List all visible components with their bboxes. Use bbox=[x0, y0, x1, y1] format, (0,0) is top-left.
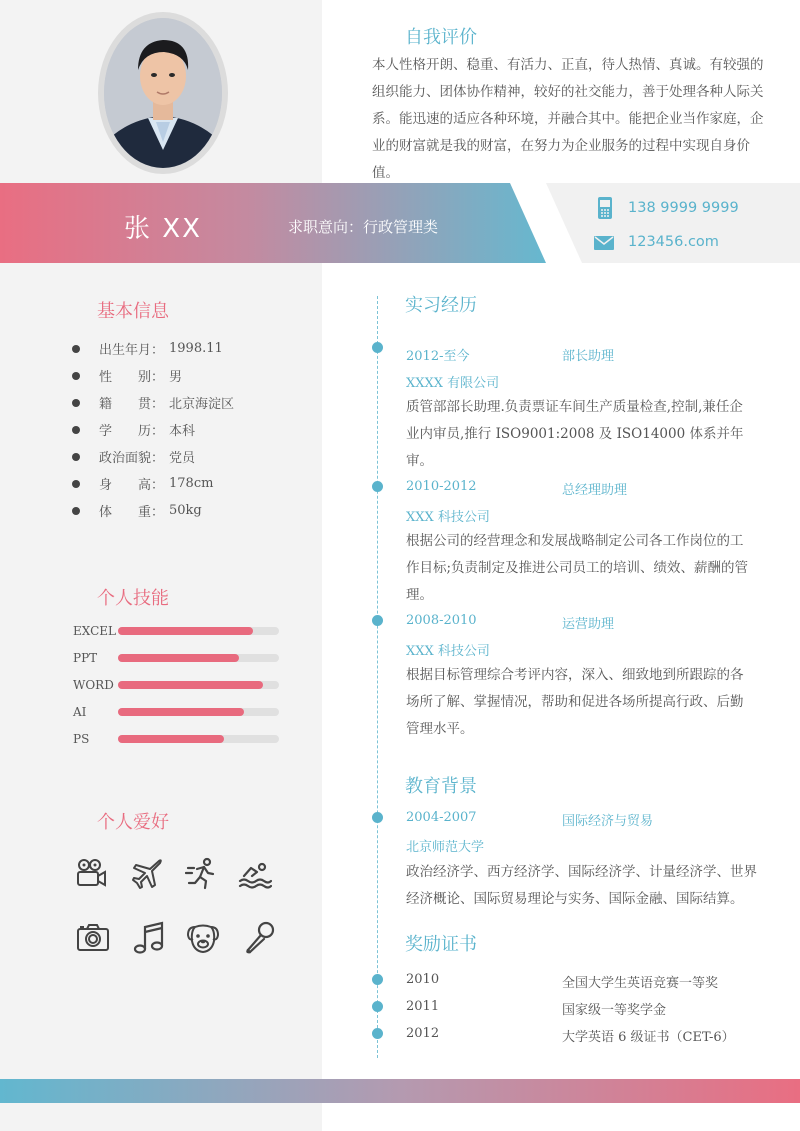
award-year: 2012 bbox=[406, 1026, 440, 1041]
swimming-icon bbox=[238, 857, 272, 891]
skill-bar-track bbox=[118, 627, 279, 635]
info-row bbox=[72, 501, 202, 520]
skill-name: PS bbox=[73, 732, 90, 746]
hobbies-title: 个人爱好 bbox=[97, 812, 169, 833]
camera-icon bbox=[76, 921, 110, 955]
award-name: 全国大学生英语竞赛一等奖 bbox=[562, 976, 719, 991]
music-note-icon bbox=[132, 921, 166, 955]
timeline-dot bbox=[372, 1001, 383, 1012]
internship-period: 2010-2012 bbox=[406, 479, 477, 494]
skill-bar-fill bbox=[118, 681, 263, 689]
timeline-line bbox=[377, 296, 378, 1058]
info-value: 178cm bbox=[169, 476, 214, 491]
info-value: 党员 bbox=[169, 451, 196, 466]
skill-name: AI bbox=[73, 705, 87, 719]
email-address: 123456.com bbox=[628, 234, 719, 250]
bullet-dot bbox=[72, 480, 80, 488]
skill-row bbox=[73, 624, 279, 638]
info-value: 男 bbox=[169, 370, 183, 385]
job-intent: 求职意向：行政管理类 bbox=[288, 218, 439, 236]
info-row bbox=[72, 366, 182, 385]
bullet-dot bbox=[72, 453, 80, 461]
skill-bar-fill bbox=[118, 735, 224, 743]
info-label: 体 重： bbox=[99, 505, 165, 520]
info-value: 1998.11 bbox=[169, 341, 223, 356]
education-period: 2004-2007 bbox=[406, 810, 477, 825]
info-row bbox=[72, 393, 234, 412]
bullet-dot bbox=[72, 345, 80, 353]
timeline-dot bbox=[372, 1028, 383, 1039]
timeline-dot bbox=[372, 481, 383, 492]
bullet-dot bbox=[72, 426, 80, 434]
skill-name: PPT bbox=[73, 651, 98, 665]
info-row bbox=[72, 447, 195, 466]
self-evaluation-text: 本人性格开朗、稳重、有活力、正直，待人热情、真诚。有较强的组织能力、团体协作精神，较好的社交能力，善于处理各种人际关系。能迅速的适应各种环境，并融合其中。能把企业当作家庭，企业的财富就是我的财富，在努力为企业服务的过程中实现自身价值。 bbox=[372, 57, 764, 181]
info-label: 性 别： bbox=[99, 370, 165, 385]
education-desc: 政治经济学、西方经济学、国际经济学、计量经济学、世界经济概论、国际贸易理论与实务、国际金融、国际结算。 bbox=[406, 864, 757, 907]
award-year: 2010 bbox=[406, 972, 440, 987]
skill-bar-track bbox=[118, 654, 279, 662]
timeline-dot bbox=[372, 342, 383, 353]
skill-name: WORD bbox=[73, 678, 114, 692]
skill-row bbox=[73, 651, 279, 665]
internship-desc: 根据目标管理综合考评内容，深入、细致地到所跟踪的各场所了解、掌握情况，帮助和促进各场所提高行政、后勤管理水平。 bbox=[406, 667, 744, 737]
contact-box bbox=[546, 183, 800, 263]
timeline-dot bbox=[372, 812, 383, 823]
info-label: 政治面貌： bbox=[99, 451, 165, 466]
info-value: 北京海淀区 bbox=[169, 397, 235, 412]
info-row bbox=[72, 339, 223, 358]
info-label: 学 历： bbox=[99, 424, 165, 439]
candidate-name: 张 XX bbox=[124, 214, 202, 244]
internship-company: XXXX 有限公司 bbox=[406, 376, 500, 391]
dog-icon bbox=[186, 921, 220, 955]
skill-bar-fill bbox=[118, 708, 244, 716]
award-name: 国家级一等奖学金 bbox=[562, 1003, 667, 1018]
info-value: 本科 bbox=[169, 424, 196, 439]
skill-name: EXCEL bbox=[73, 624, 117, 638]
airplane-icon bbox=[130, 857, 164, 891]
skill-bar-track bbox=[118, 735, 279, 743]
education-major: 国际经济与贸易 bbox=[562, 814, 654, 829]
running-icon bbox=[185, 857, 219, 891]
name-banner bbox=[0, 183, 546, 263]
internship-role: 总经理助理 bbox=[562, 483, 628, 498]
award-year: 2011 bbox=[406, 999, 440, 1014]
internship-period: 2012-至今 bbox=[406, 349, 470, 364]
internship-role: 部长助理 bbox=[562, 349, 615, 364]
basic-info-title: 基本信息 bbox=[97, 301, 169, 322]
self-evaluation-title: 自我评价 bbox=[405, 27, 477, 48]
skill-row bbox=[73, 732, 279, 746]
info-label: 籍 贯： bbox=[99, 397, 165, 412]
internship-company: XXX 科技公司 bbox=[406, 510, 490, 525]
skill-bar-fill bbox=[118, 654, 239, 662]
skill-row bbox=[73, 678, 279, 692]
internship-desc: 根据公司的经营理念和发展战略制定公司各工作岗位的工作目标;负责制定及推进公司员工的培训、绩效、薪酬的管理。 bbox=[406, 533, 749, 603]
internship-company: XXX 科技公司 bbox=[406, 644, 490, 659]
phone-icon bbox=[597, 196, 613, 220]
info-row bbox=[72, 474, 213, 493]
bottom-gradient-bar bbox=[0, 1079, 800, 1103]
internship-period: 2008-2010 bbox=[406, 613, 477, 628]
skill-bar-track bbox=[118, 681, 279, 689]
internship-title: 实习经历 bbox=[405, 295, 477, 316]
education-school: 北京师范大学 bbox=[406, 840, 485, 855]
movie-camera-icon bbox=[74, 857, 108, 891]
internship-desc: 质管部部长助理.负责票证车间生产质量检查,控制,兼任企业内审员,推行 ISO9001:2008 及 ISO14000 体系并年审。 bbox=[406, 399, 744, 469]
info-row bbox=[72, 420, 195, 439]
bullet-dot bbox=[72, 372, 80, 380]
skill-bar-fill bbox=[118, 627, 253, 635]
info-label: 出生年月： bbox=[99, 343, 165, 358]
skill-bar-track bbox=[118, 708, 279, 716]
bullet-dot bbox=[72, 399, 80, 407]
skill-row bbox=[73, 705, 279, 719]
awards-title: 奖励证书 bbox=[405, 934, 477, 955]
avatar bbox=[104, 18, 222, 168]
bullet-dot bbox=[72, 507, 80, 515]
internship-role: 运营助理 bbox=[562, 617, 615, 632]
email-icon bbox=[594, 236, 614, 250]
timeline-dot bbox=[372, 974, 383, 985]
award-name: 大学英语 6 级证书（CET-6） bbox=[562, 1030, 735, 1045]
skills-title: 个人技能 bbox=[97, 588, 169, 609]
phone-number: 138 9999 9999 bbox=[628, 200, 739, 216]
education-title: 教育背景 bbox=[405, 776, 477, 797]
timeline-dot bbox=[372, 615, 383, 626]
info-label: 身 高： bbox=[99, 478, 165, 493]
microphone-icon bbox=[243, 921, 277, 955]
info-value: 50kg bbox=[169, 503, 202, 518]
